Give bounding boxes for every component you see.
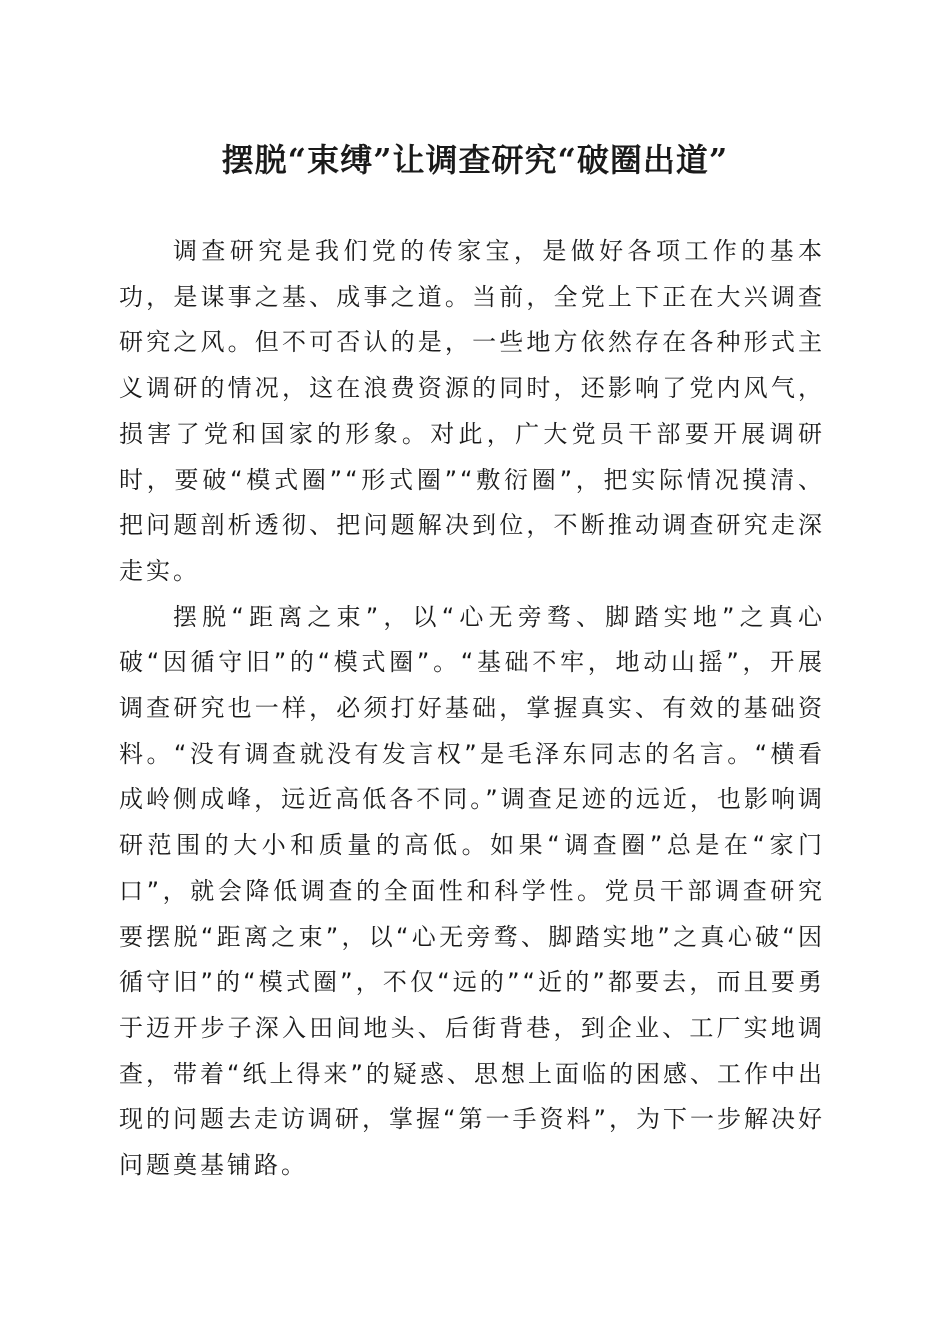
paragraph-1: 调查研究是我们党的传家宝，是做好各项工作的基本功，是谋事之基、成事之道。当前，全党上下正在大兴调查研究之风。但不可否认的是，一些地方依然存在各种形式主义调研的情况，这在浪费资源的同时，还影响了党内风气，损害了党和国家的形象。对此，广大党员干部要开展调研时，要破“模式圈”“形式圈”“敷衍圈”，把实际情况摸清、把问题剖析透彻、把问题解决到位，不断推动调查研究走深走实。 <box>119 237 825 585</box>
paragraph-2: 摆脱“距离之束”，以“心无旁骛、脚踏实地”之真心破“因循守旧”的“模式圈”。“基础不牢，地动山摇”，开展调查研究也一样，必须打好基础，掌握真实、有效的基础资料。“没有调查就没有发言权”是毛泽东同志的名言。“横看成岭侧成峰，远近高低各不同。”调查足迹的远近，也影响调研范围的大小和质量的高低。如果“调查圈”总是在“家门口”，就会降低调查的全面性和科学性。党员干部调查研究要摆脱“距离之束”，以“心无旁骛、脚踏实地”之真心破“因循守旧”的“模式圈”，不仅“远的”“近的”都要去，而且要勇于迈开步子深入田间地头、后街背巷，到企业、工厂实地调查，带着“纸上得来”的疑惑、思想上面临的困感、工作中出现的问题去走访调研，掌握“第一手资料”，为下一步解决好问题奠基铺路。 <box>119 602 825 1180</box>
document-body <box>119 229 825 1189</box>
document-title: 摆脱“束缚”让调查研究“破圈出道” <box>221 141 729 179</box>
